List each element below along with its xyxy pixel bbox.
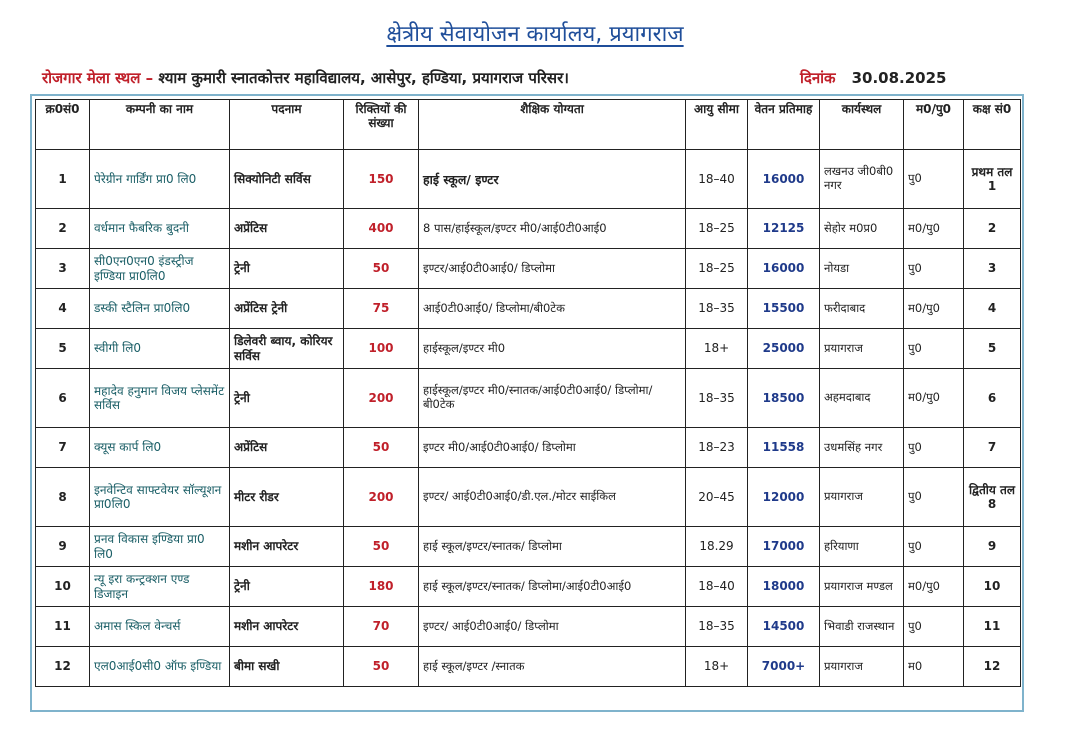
table-row	[36, 607, 1021, 647]
cell-education: हाई स्कूल/इण्टर/स्नातक/ डिप्लोमा	[419, 527, 686, 567]
cell-post: ट्रेनी	[230, 249, 344, 289]
cell-sn: 12	[36, 647, 90, 687]
table-row	[36, 249, 1021, 289]
cell-company: इनवेन्टिव साफ्टवेयर सॉल्यूशन प्रा0लि0	[90, 468, 230, 527]
cell-company: स्वीगी लि0	[90, 329, 230, 369]
header-cell: रिक्तियों की संख्या	[344, 100, 419, 150]
cell-education: हाई स्कूल/इण्टर /स्नातक	[419, 647, 686, 687]
cell-company: न्यू इरा कन्ट्रक्शन एण्ड डिजाइन	[90, 567, 230, 607]
cell-room: 3	[964, 249, 1021, 289]
cell-vacancies: 150	[344, 150, 419, 209]
cell-location: हरियाणा	[820, 527, 904, 567]
cell-gender: म0/पु0	[904, 209, 964, 249]
cell-salary: 18000	[748, 567, 820, 607]
cell-sn: 4	[36, 289, 90, 329]
header-row	[36, 100, 1021, 150]
cell-post: मशीन आपरेटर	[230, 527, 344, 567]
cell-gender: म0/पु0	[904, 289, 964, 329]
table-row	[36, 468, 1021, 527]
header-cell: कार्यस्थल	[820, 100, 904, 150]
cell-company: डस्की स्टैलिन प्रा0लि0	[90, 289, 230, 329]
table-row	[36, 150, 1021, 209]
cell-age: 18–40	[686, 150, 748, 209]
cell-post: ट्रेनी	[230, 369, 344, 428]
cell-vacancies: 50	[344, 428, 419, 468]
cell-location: भिवाडी राजस्थान	[820, 607, 904, 647]
cell-age: 18–35	[686, 369, 748, 428]
cell-company: वर्धमान फैबरिक बुदनी	[90, 209, 230, 249]
cell-sn: 2	[36, 209, 90, 249]
venue-line	[42, 68, 569, 88]
cell-room: 5	[964, 329, 1021, 369]
cell-location: फरीदाबाद	[820, 289, 904, 329]
cell-gender: पु0	[904, 468, 964, 527]
table-row	[36, 647, 1021, 687]
vacancy-table	[35, 99, 1021, 687]
cell-sn: 9	[36, 527, 90, 567]
cell-post: ट्रेनी	[230, 567, 344, 607]
cell-vacancies: 50	[344, 647, 419, 687]
cell-salary: 12000	[748, 468, 820, 527]
table-row	[36, 329, 1021, 369]
cell-education: इण्टर/ आई0टी0आई0/डी.एल./मोटर साईकिल	[419, 468, 686, 527]
cell-vacancies: 400	[344, 209, 419, 249]
cell-room: द्वितीय तल 8	[964, 468, 1021, 527]
cell-room: प्रथम तल 1	[964, 150, 1021, 209]
cell-room: 12	[964, 647, 1021, 687]
cell-age: 18–40	[686, 567, 748, 607]
cell-company: पेरेग्रीन गार्डिंग प्रा0 लि0	[90, 150, 230, 209]
cell-post: अप्रेंटिस ट्रेनी	[230, 289, 344, 329]
cell-room: 7	[964, 428, 1021, 468]
cell-vacancies: 50	[344, 249, 419, 289]
cell-age: 20–45	[686, 468, 748, 527]
cell-salary: 16000	[748, 249, 820, 289]
header-cell: कक्ष सं0	[964, 100, 1021, 150]
cell-gender: पु0	[904, 329, 964, 369]
venue-text: श्याम कुमारी स्नातकोत्तर महाविद्यालय, आसेपुर, हण्डिया, प्रयागराज परिसर।	[158, 69, 569, 87]
cell-location: अहमदाबाद	[820, 369, 904, 428]
cell-salary: 16000	[748, 150, 820, 209]
cell-age: 18–25	[686, 209, 748, 249]
cell-location: लखनउ जी0बी0 नगर	[820, 150, 904, 209]
cell-education: इण्टर मी0/आई0टी0आई0/ डिप्लोमा	[419, 428, 686, 468]
cell-age: 18–23	[686, 428, 748, 468]
cell-location: प्रयागराज	[820, 647, 904, 687]
table-row	[36, 209, 1021, 249]
cell-age: 18–35	[686, 289, 748, 329]
cell-sn: 11	[36, 607, 90, 647]
cell-education: हाईस्कूल/इण्टर मी0/स्नातक/आई0टी0आई0/ डिप्लोमा/बी0टेक	[419, 369, 686, 428]
cell-vacancies: 100	[344, 329, 419, 369]
cell-sn: 8	[36, 468, 90, 527]
page-title: क्षेत्रीय सेवायोजन कार्यालय, प्रयागराज	[386, 22, 684, 47]
cell-sn: 7	[36, 428, 90, 468]
cell-post: सिक्योनिटी सर्विस	[230, 150, 344, 209]
header-cell: वेतन प्रतिमाह	[748, 100, 820, 150]
cell-gender: पु0	[904, 607, 964, 647]
cell-post: मीटर रीडर	[230, 468, 344, 527]
cell-education: इण्टर/आई0टी0आई0/ डिप्लोमा	[419, 249, 686, 289]
cell-company: अमास स्किल वेन्चर्स	[90, 607, 230, 647]
cell-salary: 14500	[748, 607, 820, 647]
cell-gender: पु0	[904, 428, 964, 468]
date-label: दिनांक	[800, 69, 836, 87]
cell-gender: पु0	[904, 527, 964, 567]
venue-label: रोजगार मेला स्थल	[42, 69, 141, 87]
cell-salary: 11558	[748, 428, 820, 468]
cell-education: आई0टी0आई0/ डिप्लोमा/बी0टेक	[419, 289, 686, 329]
cell-salary: 25000	[748, 329, 820, 369]
cell-salary: 7000+	[748, 647, 820, 687]
cell-company: प्रनव विकास इण्डिया प्रा0 लि0	[90, 527, 230, 567]
cell-vacancies: 75	[344, 289, 419, 329]
cell-room: 11	[964, 607, 1021, 647]
cell-vacancies: 50	[344, 527, 419, 567]
header-cell: कम्पनी का नाम	[90, 100, 230, 150]
cell-room: 9	[964, 527, 1021, 567]
table-row	[36, 369, 1021, 428]
cell-location: प्रयागराज मण्डल	[820, 567, 904, 607]
header-cell: आयु सीमा	[686, 100, 748, 150]
cell-education: 8 पास/हाईस्कूल/इण्टर मी0/आई0टी0आई0	[419, 209, 686, 249]
cell-location: प्रयागराज	[820, 468, 904, 527]
header-cell: शैक्षिक योग्यता	[419, 100, 686, 150]
cell-company: क्यूस कार्प लि0	[90, 428, 230, 468]
table-row	[36, 527, 1021, 567]
cell-company: महादेव हनुमान विजय प्लेसमेंट सर्विस	[90, 369, 230, 428]
cell-vacancies: 200	[344, 369, 419, 428]
cell-sn: 10	[36, 567, 90, 607]
cell-vacancies: 180	[344, 567, 419, 607]
cell-education: हाईस्कूल/इण्टर मी0	[419, 329, 686, 369]
cell-post: मशीन आपरेटर	[230, 607, 344, 647]
table-frame	[30, 94, 1024, 712]
cell-location: उधमसिंह नगर	[820, 428, 904, 468]
date-line	[800, 68, 947, 88]
cell-gender: म0/पु0	[904, 567, 964, 607]
cell-education: हाई स्कूल/ इण्टर	[419, 150, 686, 209]
cell-education: इण्टर/ आई0टी0आई0/ डिप्लोमा	[419, 607, 686, 647]
date-value: 30.08.2025	[851, 69, 947, 87]
page-title-wrap	[0, 18, 1070, 48]
cell-vacancies: 200	[344, 468, 419, 527]
cell-gender: पु0	[904, 249, 964, 289]
cell-room: 6	[964, 369, 1021, 428]
cell-education: हाई स्कूल/इण्टर/स्नातक/ डिप्लोमा/आई0टी0आई0	[419, 567, 686, 607]
cell-room: 2	[964, 209, 1021, 249]
header-cell: क्र0सं0	[36, 100, 90, 150]
header-cell: म0/पु0	[904, 100, 964, 150]
table-row	[36, 289, 1021, 329]
venue-separator: –	[145, 69, 154, 87]
table-row	[36, 428, 1021, 468]
cell-age: 18+	[686, 329, 748, 369]
cell-gender: म0	[904, 647, 964, 687]
cell-salary: 18500	[748, 369, 820, 428]
cell-salary: 17000	[748, 527, 820, 567]
cell-company: सी0एन0एन0 इंडस्ट्रीज इण्डिया प्रा0लि0	[90, 249, 230, 289]
cell-company: एल0आई0सी0 ऑफ इण्डिया	[90, 647, 230, 687]
cell-room: 10	[964, 567, 1021, 607]
cell-location: प्रयागराज	[820, 329, 904, 369]
cell-post: डिलेवरी ब्वाय, कोरियर सर्विस	[230, 329, 344, 369]
cell-sn: 1	[36, 150, 90, 209]
cell-sn: 5	[36, 329, 90, 369]
cell-age: 18+	[686, 647, 748, 687]
cell-post: अप्रेंटिस	[230, 209, 344, 249]
cell-post: बीमा सखी	[230, 647, 344, 687]
cell-age: 18–25	[686, 249, 748, 289]
cell-room: 4	[964, 289, 1021, 329]
cell-sn: 6	[36, 369, 90, 428]
cell-salary: 15500	[748, 289, 820, 329]
cell-age: 18–35	[686, 607, 748, 647]
cell-location: नोयडा	[820, 249, 904, 289]
table-row	[36, 567, 1021, 607]
cell-sn: 3	[36, 249, 90, 289]
cell-gender: म0/पु0	[904, 369, 964, 428]
header-cell: पदनाम	[230, 100, 344, 150]
cell-vacancies: 70	[344, 607, 419, 647]
cell-post: अप्रेंटिस	[230, 428, 344, 468]
cell-age: 18.29	[686, 527, 748, 567]
cell-salary: 12125	[748, 209, 820, 249]
cell-location: सेहोर म0प्र0	[820, 209, 904, 249]
cell-gender: पु0	[904, 150, 964, 209]
